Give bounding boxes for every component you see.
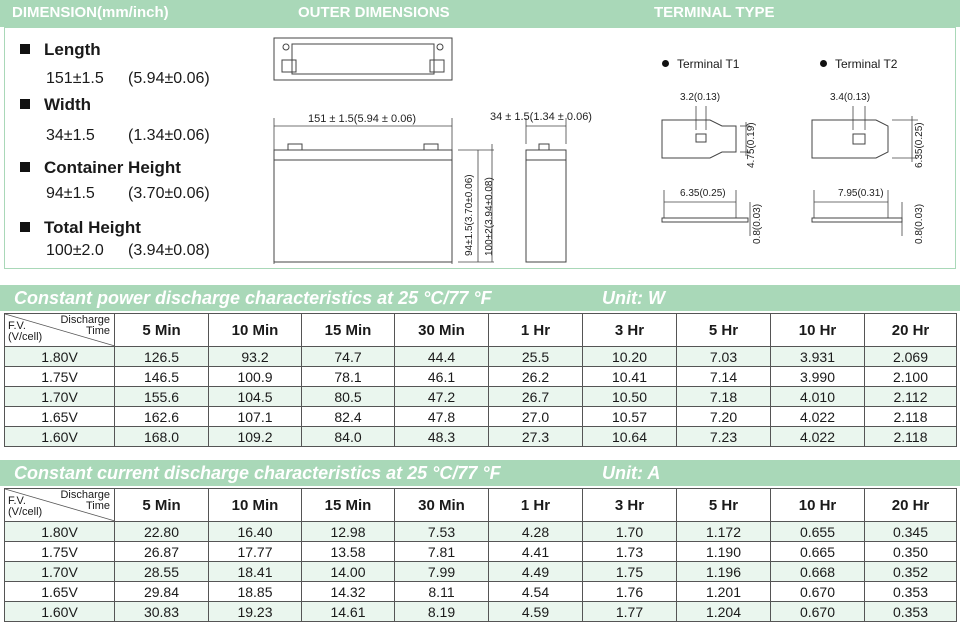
table-row xyxy=(5,427,957,447)
value-cell: 27.0 xyxy=(489,407,583,427)
spec-container-height-mm: 94±1.5 xyxy=(46,185,95,202)
value-cell: 4.010 xyxy=(771,387,865,407)
value-cell: 1.190 xyxy=(677,542,771,562)
current-discharge-table xyxy=(4,488,957,622)
value-cell: 13.58 xyxy=(302,542,395,562)
value-cell: 4.41 xyxy=(489,542,583,562)
power-discharge-table xyxy=(4,313,957,447)
terminal-t1-drawing xyxy=(662,120,736,158)
value-cell: 7.20 xyxy=(677,407,771,427)
table-header-row xyxy=(5,314,957,347)
value-cell: 2.112 xyxy=(865,387,957,407)
spec-width-title: Width xyxy=(20,95,91,115)
voltage-cell: 1.60V xyxy=(5,427,115,447)
spec-length-inch: (5.94±0.06) xyxy=(128,70,210,87)
value-cell: 7.14 xyxy=(677,367,771,387)
table-corner-cell: Discharge Time F.V. (V/cell) xyxy=(5,314,115,347)
voltage-cell: 1.80V xyxy=(5,522,115,542)
value-cell: 0.352 xyxy=(865,562,957,582)
value-cell: 18.85 xyxy=(209,582,302,602)
battery-side-view xyxy=(526,144,566,262)
value-cell: 2.118 xyxy=(865,427,957,447)
voltage-cell: 1.65V xyxy=(5,407,115,427)
spec-length-mm: 151±1.5 xyxy=(46,70,104,87)
value-cell: 10.50 xyxy=(583,387,677,407)
value-cell: 1.77 xyxy=(583,602,677,622)
value-cell: 74.7 xyxy=(302,347,395,367)
value-cell: 28.55 xyxy=(115,562,209,582)
value-cell: 10.20 xyxy=(583,347,677,367)
table-header-row xyxy=(5,489,957,522)
t2-thick-dim: 0.8(0.03) xyxy=(914,203,925,244)
column-header: 30 Min xyxy=(395,314,489,347)
column-header: 15 Min xyxy=(302,314,395,347)
value-cell: 16.40 xyxy=(209,522,302,542)
spec-width-mm: 34±1.5 xyxy=(46,127,95,144)
value-cell: 1.75 xyxy=(583,562,677,582)
voltage-cell: 1.60V xyxy=(5,602,115,622)
value-cell: 47.2 xyxy=(395,387,489,407)
value-cell: 4.28 xyxy=(489,522,583,542)
value-cell: 48.3 xyxy=(395,427,489,447)
current-table-title-bar xyxy=(0,460,960,486)
spec-container-height-inch: (3.70±0.06) xyxy=(128,185,210,202)
value-cell: 1.196 xyxy=(677,562,771,582)
value-cell: 2.100 xyxy=(865,367,957,387)
value-cell: 1.172 xyxy=(677,522,771,542)
value-cell: 78.1 xyxy=(302,367,395,387)
value-cell: 10.41 xyxy=(583,367,677,387)
table-row xyxy=(5,367,957,387)
battery-top-view xyxy=(274,38,452,80)
value-cell: 10.57 xyxy=(583,407,677,427)
t1-top-dim: 3.2(0.13) xyxy=(680,92,721,103)
value-cell: 8.11 xyxy=(395,582,489,602)
value-cell: 0.353 xyxy=(865,582,957,602)
value-cell: 104.5 xyxy=(209,387,302,407)
value-cell: 4.022 xyxy=(771,407,865,427)
value-cell: 4.59 xyxy=(489,602,583,622)
value-cell: 14.61 xyxy=(302,602,395,622)
value-cell: 2.118 xyxy=(865,407,957,427)
value-cell: 12.98 xyxy=(302,522,395,542)
total-height-label: 100±2(3.94±0.08) xyxy=(484,177,495,256)
value-cell: 82.4 xyxy=(302,407,395,427)
value-cell: 0.350 xyxy=(865,542,957,562)
t1-side-dim: 4.75(0.19) xyxy=(746,122,757,168)
value-cell: 100.9 xyxy=(209,367,302,387)
column-header: 30 Min xyxy=(395,489,489,522)
value-cell: 10.64 xyxy=(583,427,677,447)
value-cell: 0.655 xyxy=(771,522,865,542)
value-cell: 3.931 xyxy=(771,347,865,367)
value-cell: 8.19 xyxy=(395,602,489,622)
column-header: 10 Min xyxy=(209,489,302,522)
column-header: 15 Min xyxy=(302,489,395,522)
column-header: 10 Min xyxy=(209,314,302,347)
value-cell: 26.7 xyxy=(489,387,583,407)
terminal-type-header: TERMINAL TYPE xyxy=(654,4,775,21)
spec-length-title: Length xyxy=(20,40,101,60)
column-header: 20 Hr xyxy=(865,489,957,522)
t1-bottom-dim: 6.35(0.25) xyxy=(680,188,726,199)
power-table-title-bar xyxy=(0,285,960,311)
column-header: 5 Hr xyxy=(677,489,771,522)
width-dimension-label: 34 ± 1.5(1.34 ± 0.06) xyxy=(490,111,592,123)
terminal-t2-label: Terminal T2 xyxy=(820,57,897,71)
value-cell: 7.99 xyxy=(395,562,489,582)
outer-dimensions-header: OUTER DIMENSIONS xyxy=(298,4,450,21)
value-cell: 1.70 xyxy=(583,522,677,542)
value-cell: 4.022 xyxy=(771,427,865,447)
table-row xyxy=(5,542,957,562)
voltage-cell: 1.70V xyxy=(5,562,115,582)
voltage-cell: 1.75V xyxy=(5,542,115,562)
container-height-label: 94±1.5(3.70±0.06) xyxy=(464,174,475,256)
value-cell: 14.32 xyxy=(302,582,395,602)
column-header: 5 Min xyxy=(115,314,209,347)
value-cell: 107.1 xyxy=(209,407,302,427)
spec-total-height-inch: (3.94±0.08) xyxy=(128,242,210,259)
column-header: 3 Hr xyxy=(583,489,677,522)
spec-container-height-title: Container Height xyxy=(20,158,181,178)
terminal-drawings xyxy=(650,86,950,246)
t1-thick-dim: 0.8(0.03) xyxy=(752,203,763,244)
table-corner-cell: Discharge Time F.V. (V/cell) xyxy=(5,489,115,522)
power-table-title: Constant power discharge characteristics at 25 °C/77 °F xyxy=(14,288,492,308)
column-header: 1 Hr xyxy=(489,489,583,522)
value-cell: 126.5 xyxy=(115,347,209,367)
value-cell: 44.4 xyxy=(395,347,489,367)
value-cell: 7.23 xyxy=(677,427,771,447)
value-cell: 1.76 xyxy=(583,582,677,602)
table-row xyxy=(5,347,957,367)
current-table-title: Constant current discharge characteristics at 25 °C/77 °F xyxy=(14,463,501,483)
value-cell: 0.345 xyxy=(865,522,957,542)
column-header: 5 Hr xyxy=(677,314,771,347)
value-cell: 19.23 xyxy=(209,602,302,622)
value-cell: 1.73 xyxy=(583,542,677,562)
terminal-t1-label: Terminal T1 xyxy=(662,57,739,71)
value-cell: 0.665 xyxy=(771,542,865,562)
value-cell: 46.1 xyxy=(395,367,489,387)
column-header: 20 Hr xyxy=(865,314,957,347)
column-header: 1 Hr xyxy=(489,314,583,347)
dimension-header: DIMENSION(mm/inch) xyxy=(12,4,169,21)
value-cell: 2.069 xyxy=(865,347,957,367)
t2-bottom-dim: 7.95(0.31) xyxy=(838,188,884,199)
spec-width-inch: (1.34±0.06) xyxy=(128,127,210,144)
value-cell: 0.670 xyxy=(771,582,865,602)
power-table-unit: Unit: W xyxy=(602,288,665,308)
value-cell: 7.81 xyxy=(395,542,489,562)
value-cell: 27.3 xyxy=(489,427,583,447)
value-cell: 0.670 xyxy=(771,602,865,622)
voltage-cell: 1.70V xyxy=(5,387,115,407)
value-cell: 84.0 xyxy=(302,427,395,447)
table-row xyxy=(5,407,957,427)
t2-top-dim: 3.4(0.13) xyxy=(830,92,871,103)
value-cell: 17.77 xyxy=(209,542,302,562)
column-header: 10 Hr xyxy=(771,314,865,347)
value-cell: 4.54 xyxy=(489,582,583,602)
current-table-unit: Unit: A xyxy=(602,463,661,483)
t2-side-dim: 6.35(0.25) xyxy=(914,122,925,168)
table-row xyxy=(5,582,957,602)
outer-dimensions-drawing xyxy=(262,32,622,268)
voltage-cell: 1.65V xyxy=(5,582,115,602)
value-cell: 7.03 xyxy=(677,347,771,367)
column-header: 5 Min xyxy=(115,489,209,522)
value-cell: 25.5 xyxy=(489,347,583,367)
value-cell: 155.6 xyxy=(115,387,209,407)
value-cell: 0.668 xyxy=(771,562,865,582)
value-cell: 26.87 xyxy=(115,542,209,562)
value-cell: 93.2 xyxy=(209,347,302,367)
length-dimension-label: 151 ± 1.5(5.94 ± 0.06) xyxy=(308,113,417,125)
value-cell: 30.83 xyxy=(115,602,209,622)
value-cell: 0.353 xyxy=(865,602,957,622)
table-row xyxy=(5,602,957,622)
value-cell: 162.6 xyxy=(115,407,209,427)
column-header: 10 Hr xyxy=(771,489,865,522)
value-cell: 47.8 xyxy=(395,407,489,427)
spec-total-height-title: Total Height xyxy=(20,218,141,238)
battery-front-view xyxy=(274,144,452,262)
value-cell: 168.0 xyxy=(115,427,209,447)
table-row xyxy=(5,522,957,542)
value-cell: 22.80 xyxy=(115,522,209,542)
value-cell: 80.5 xyxy=(302,387,395,407)
value-cell: 146.5 xyxy=(115,367,209,387)
value-cell: 109.2 xyxy=(209,427,302,447)
value-cell: 26.2 xyxy=(489,367,583,387)
value-cell: 7.18 xyxy=(677,387,771,407)
value-cell: 14.00 xyxy=(302,562,395,582)
length-dimension-line xyxy=(274,118,452,264)
spec-total-height-mm: 100±2.0 xyxy=(46,242,104,259)
value-cell: 4.49 xyxy=(489,562,583,582)
value-cell: 1.201 xyxy=(677,582,771,602)
value-cell: 29.84 xyxy=(115,582,209,602)
value-cell: 3.990 xyxy=(771,367,865,387)
value-cell: 18.41 xyxy=(209,562,302,582)
table-row xyxy=(5,387,957,407)
value-cell: 7.53 xyxy=(395,522,489,542)
terminal-t2-drawing xyxy=(812,120,888,158)
value-cell: 1.204 xyxy=(677,602,771,622)
table-row xyxy=(5,562,957,582)
column-header: 3 Hr xyxy=(583,314,677,347)
voltage-cell: 1.80V xyxy=(5,347,115,367)
voltage-cell: 1.75V xyxy=(5,367,115,387)
